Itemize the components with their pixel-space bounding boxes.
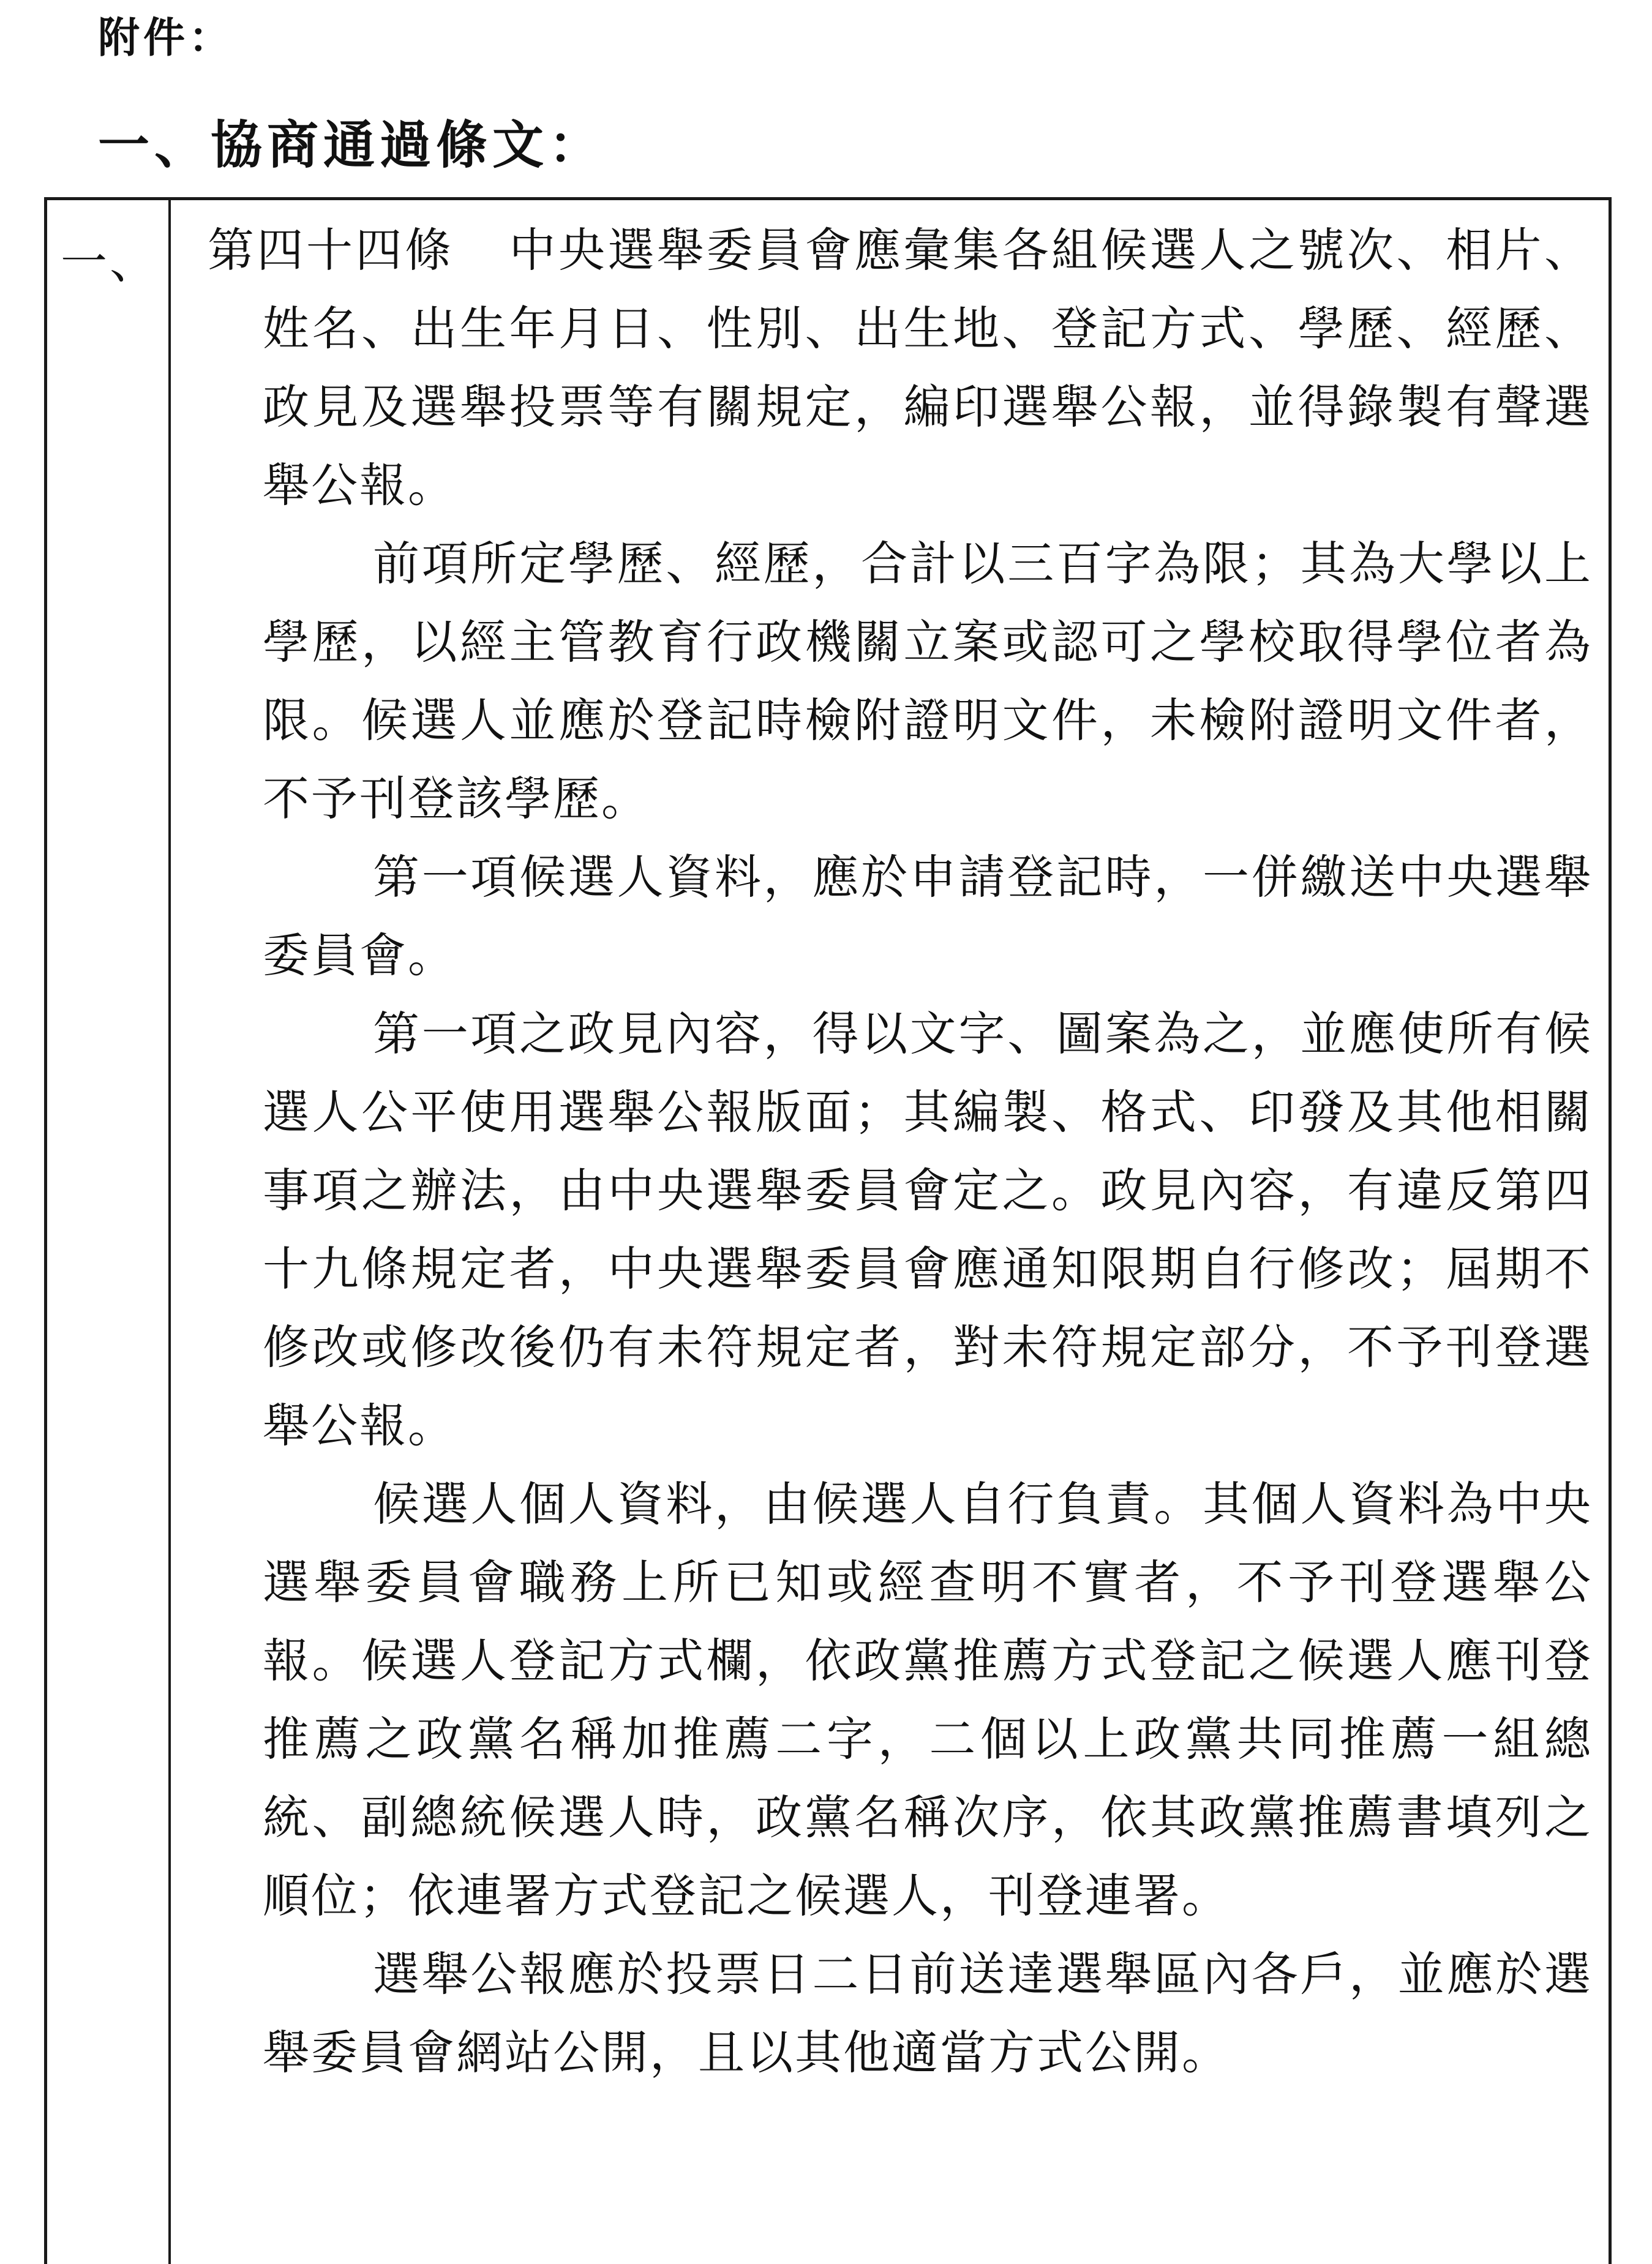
article-paragraph-6: 選舉公報應於投票日二日前送達選舉區內各戶，並應於選舉委員會網站公開，且以其他適當方式公開。 (263, 1947, 1593, 2080)
article-paragraph-4: 第一項之政見內容，得以文字、圖案為之，並應使所有候選人公平使用選舉公報版面；其編製、格式、印發及其他相關事項之辦法，由中央選舉委員會定之。政見內容，有違反第四十九條規定者，中央選舉委員會應通知限期自行修改；屆期不修改或修改後仍有未符規定者，對未符規定部分，不予刊登選舉公報。 (263, 1006, 1593, 1453)
row-number: 一、 (61, 234, 159, 289)
column-divider (168, 200, 171, 2264)
article-number: 第四十四條 (208, 223, 454, 277)
paragraph-text: 中央選舉委員會應彙集各組候選人之號次、相片、姓名、出生年月日、性別、出生地、登記方式、學歷、經歷、政見及選舉投票等有關規定，編印選舉公報，並得錄製有聲選舉公報。 (263, 223, 1593, 512)
article-paragraph-2: 前項所定學歷、經歷，合計以三百字為限；其為大學以上學歷，以經主管教育行政機關立案或認可之學校取得學位者為限。候選人並應於登記時檢附證明文件，未檢附證明文件者，不予刊登該學歷。 (263, 536, 1593, 826)
article-body (208, 211, 1593, 2092)
annex-label: 附件： (98, 14, 235, 62)
article-table (44, 197, 1612, 2264)
article-paragraph-3: 第一項候選人資料，應於申請登記時，一併繳送中央選舉委員會。 (263, 850, 1593, 983)
article-paragraph-5: 候選人個人資料，由候選人自行負責。其個人資料為中央選舉委員會職務上所已知或經查明不實者，不予刊登選舉公報。候選人登記方式欄，依政黨推薦方式登記之候選人應刊登推薦之政黨名稱加推薦二字，二個以上政黨共同推薦一組總統、副總統候選人時，政黨名稱次序，依其政黨推薦書填列之順位；依連署方式登記之候選人，刊登連署。 (263, 1477, 1593, 1923)
article-paragraph-1 (208, 211, 1593, 525)
section-title: 一、協商通過條文： (98, 115, 606, 175)
